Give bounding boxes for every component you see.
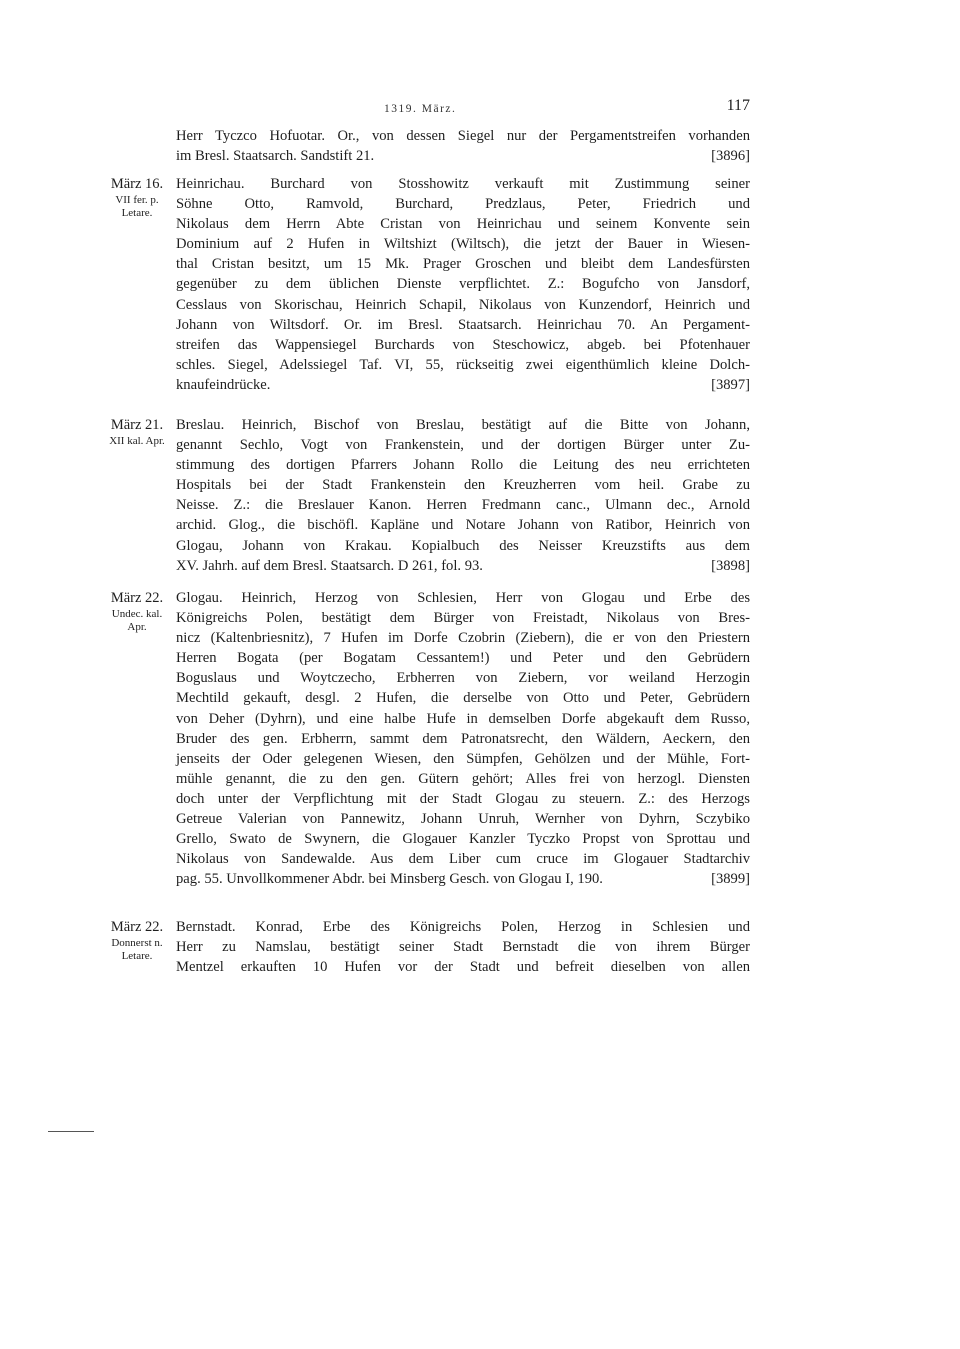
text-line: Cesslaus von Skorischau, Heinrich Schapil, Nikolaus von Kunzendorf, Heinrich und: [176, 296, 750, 313]
margin-date: März 22.: [110, 919, 164, 935]
text-line: streifen das Wappensiegel Burchards von Steschowicz, abgeb. bei Pfotenhauer: [176, 336, 750, 353]
footnote-rule: [48, 1131, 94, 1132]
text-line: gegenüber zu dem üblichen Dienste verpflichtet. Z.: Bogufcho von Jansdorf,: [176, 276, 750, 293]
text-line: thal Cristan besitzt, um 15 Mk. Prager Groschen und bleibt dem Landesfürsten: [176, 256, 750, 273]
entry-reference: [3898]: [711, 557, 750, 574]
text-line-content: knaufeindrücke.: [176, 376, 271, 393]
margin-note: [100, 415, 174, 448]
text-line: [176, 146, 750, 166]
text-line: Breslau. Heinrich, Bischof von Breslau, bestätigt auf die Bitte von Johann,: [176, 417, 750, 433]
text-line: schles. Siegel, Adelssiegel Taf. VI, 55, rückseitig zwei eigenthümlich kleine Dolch-: [176, 356, 750, 373]
entry-body: [176, 174, 750, 395]
text-line: jenseits der Oder gelegenen Wiesen, den Sümpfen, Gehölzen und der Mühle, Fort-: [176, 750, 750, 767]
margin-subdate: Donnerst n.: [111, 937, 163, 949]
text-line: nicz (Kaltenbriesnitz), 7 Hufen im Dorfe Czobrin (Ziebern), die er von den Priestern: [176, 630, 750, 647]
text-line: Herren Bogata (per Bogatam Cessantem!) und Peter und den Gebrüdern: [176, 650, 750, 667]
text-line: doch unter der Verpflichtung mit der Stadt Glogau zu steuern. Z.: des Herzogs: [176, 790, 750, 807]
text-line: von Deher (Dyhrn), und eine halbe Hufe in demselben Dorfe abgekauft dem Russo,: [176, 710, 750, 727]
entry-body: [176, 126, 750, 166]
text-line: Boguslaus und Woytczecho, Erbherren von Ziebern, vor weiland Herzogin: [176, 670, 750, 687]
text-line: Johann von Wiltsdorf. Or. im Bresl. Staatsarch. Heinrichau 70. An Pergament-: [176, 316, 750, 333]
text-line: Glogau, Johann von Krakau. Kopialbuch des Neisser Kreuzstifts aus dem: [176, 537, 750, 554]
page-number: 117: [726, 97, 750, 114]
margin-subdate: Undec. kal.: [111, 608, 163, 620]
margin-date: März 16.: [110, 176, 164, 192]
margin-subdate: Letare.: [121, 950, 153, 962]
text-line: Neisse. Z.: die Breslauer Kanon. Herren Fredmann canc., Ulmann dec., Arnold: [176, 497, 750, 514]
text-line: mühle genannt, die zu den gen. Gütern gehört; Alles frei von herzogl. Diensten: [176, 770, 750, 787]
text-line: Nikolaus dem Herrn Abte Cristan von Heinrichau und seinem Konvente sein: [176, 216, 750, 233]
text-line: Königreichs Polen, bestätigt dem Bürger von Freistadt, Nikolaus von Bres-: [176, 610, 750, 627]
margin-note: [100, 174, 174, 220]
text-line: Glogau. Heinrich, Herzog von Schlesien, Herr von Glogau und Erbe des: [176, 590, 750, 606]
entry-body: [176, 917, 750, 977]
margin-note: [100, 917, 174, 963]
text-line: Hospitals bei der Stadt Frankenstein den Kreuzherren vom heil. Grabe zu: [176, 477, 750, 494]
entry-reference: [3899]: [711, 871, 750, 888]
text-line: Herr Tyczco Hofuotar. Or., von dessen Siegel nur der Pergamentstreifen vorhanden: [176, 128, 750, 144]
text-line: Getreue Valerian von Pannewitz, Johann Unruh, Wernher von Dyhrn, Sczybiko: [176, 811, 750, 828]
margin-subdate: Apr.: [127, 621, 147, 633]
text-line: Dominium auf 2 Hufen in Wiltshizt (Wiltsch), die jetzt der Bauer in Wiesen-: [176, 236, 750, 253]
text-line: Söhne Otto, Ramvold, Burchard, Predzlaus, Peter, Friedrich und: [176, 196, 750, 213]
margin-date: März 22.: [110, 590, 164, 606]
text-line: Bruder des gen. Erbherrn, sammt dem Patronatsrecht, den Wäldern, Aeckern, den: [176, 730, 750, 747]
text-line: [176, 869, 750, 889]
page-header: [176, 97, 750, 121]
text-line: archid. Glog., die bischöfl. Kapläne und Notare Johann von Ratibor, Heinrich von: [176, 517, 750, 534]
entry-reference: [3897]: [711, 376, 750, 393]
margin-subdate: Letare.: [121, 207, 153, 219]
margin-date: März 21.: [110, 417, 164, 433]
text-line: genannt Sechlo, Vogt von Frankenstein, und der dortigen Bürger unter Zu-: [176, 437, 750, 454]
text-line: Mechtild gekauft, desgl. 2 Hufen, die derselbe von Otto und Peter, Gebrüdern: [176, 690, 750, 707]
entry-body: [176, 588, 750, 889]
text-line-content: im Bresl. Staatsarch. Sandstift 21.: [176, 148, 375, 165]
entry-reference: [3896]: [711, 148, 750, 165]
margin-subdate: VII fer. p.: [115, 194, 159, 206]
text-line: Grello, Swato de Swynern, die Glogauer Kanzler Tyczko Propst von Sprottau und: [176, 831, 750, 848]
margin-subdate: XII kal. Apr.: [109, 435, 165, 447]
text-line: Mentzel erkauften 10 Hufen vor der Stadt und befreit dieselben von allen: [176, 959, 750, 976]
text-line: Nikolaus von Sandewalde. Aus dem Liber cum cruce im Glogauer Stadtarchiv: [176, 851, 750, 868]
text-line: Heinrichau. Burchard von Stosshowitz verkauft mit Zustimmung seiner: [176, 176, 750, 192]
text-line: stimmung des dortigen Pfarrers Johann Rollo die Leitung des neu errichteten: [176, 457, 750, 474]
text-line-content: XV. Jahrh. auf dem Bresl. Staatsarch. D 261, fol. 93.: [176, 557, 483, 574]
margin-note: [100, 588, 174, 634]
text-line: Herr zu Namslau, bestätigt seiner Stadt Bernstadt die von ihrem Bürger: [176, 939, 750, 956]
text-line: Bernstadt. Konrad, Erbe des Königreichs Polen, Herzog in Schlesien und: [176, 919, 750, 935]
running-title: 1319. März.: [384, 103, 457, 115]
text-line: [176, 375, 750, 395]
text-line: [176, 556, 750, 576]
entry-body: [176, 415, 750, 576]
text-line-content: pag. 55. Unvollkommener Abdr. bei Minsberg Gesch. von Glogau I, 190.: [176, 871, 603, 888]
